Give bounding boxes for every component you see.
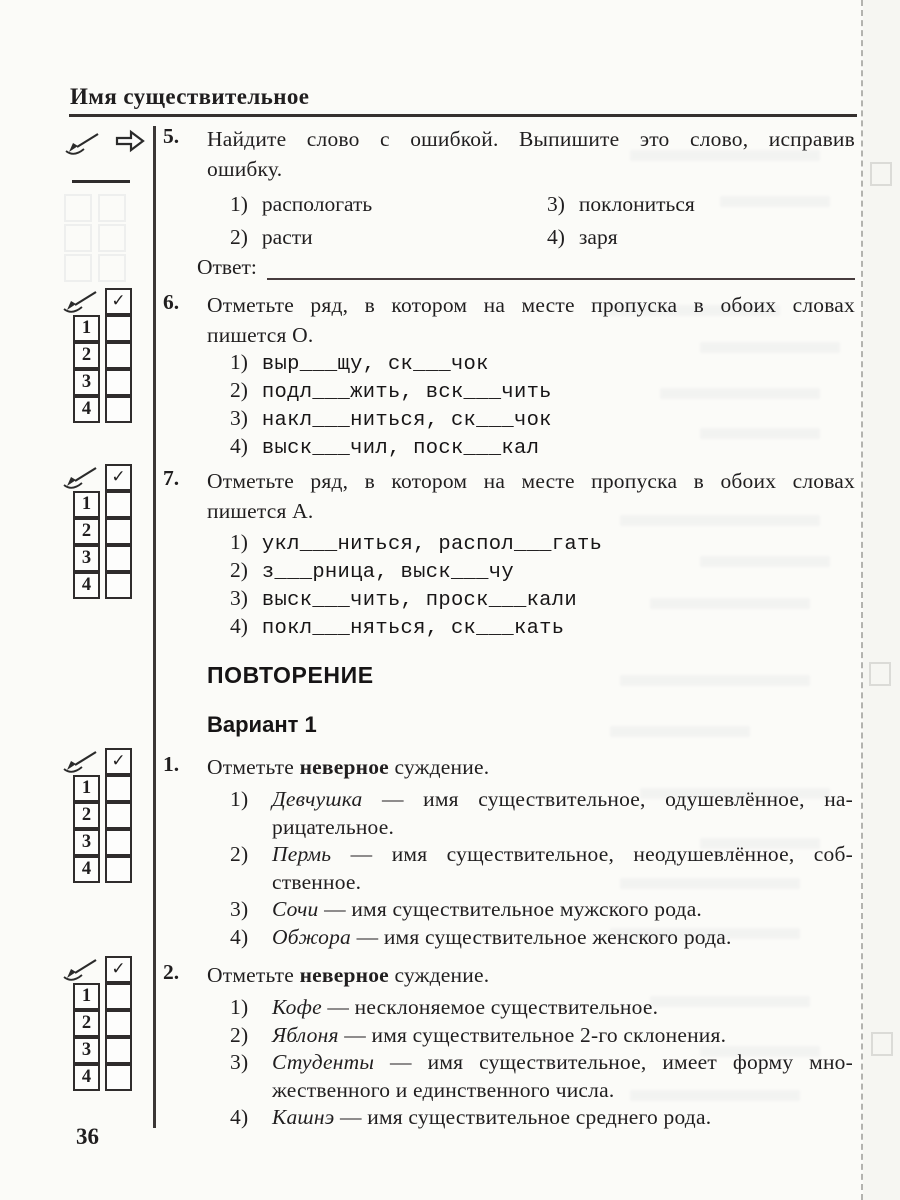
header-rule — [69, 114, 857, 117]
option-1: 1) распологать — [230, 192, 373, 216]
answer-checkbox-4[interactable] — [105, 396, 132, 423]
check-icon: ✓ — [111, 467, 126, 487]
option-4: 4) заря — [547, 225, 618, 249]
answer-blank[interactable] — [267, 252, 855, 280]
answer-checkbox-1[interactable] — [105, 315, 132, 342]
option-number-box: 4 — [73, 1064, 100, 1091]
pencil-icon — [62, 749, 100, 775]
question-7 — [163, 466, 863, 640]
option-1: 1) Кофе — несклоняемое существительное. — [230, 995, 659, 1019]
option-2: 2) Пермь — имя существительное, неодушевлённое, соб- ственное. — [230, 842, 854, 894]
bleed-through-artifact — [660, 388, 820, 399]
answer-checkbox-1[interactable] — [105, 983, 132, 1010]
check-icon: ✓ — [111, 751, 126, 771]
variant-heading: Вариант 1 — [207, 712, 317, 737]
option-4: 4) Кашнэ — имя существительное среднего рода. — [230, 1105, 712, 1129]
option-number-box: 1 — [73, 315, 100, 342]
option-1: 1) укл___ниться, распол___гать — [230, 530, 603, 556]
example-checked-box — [105, 464, 132, 491]
pencil-icon — [64, 131, 102, 157]
answer-checkbox-1[interactable] — [105, 491, 132, 518]
option-number-box: 1 — [73, 491, 100, 518]
prompt-line: Отметьте ряд, в котором на месте пропуска в обоих словах — [207, 469, 855, 493]
bleed-through-artifact — [700, 428, 820, 439]
answer-checkbox-2[interactable] — [105, 518, 132, 545]
check-icon: ✓ — [111, 291, 126, 311]
option-number-box: 1 — [73, 775, 100, 802]
bleed-through-artifact — [610, 726, 750, 737]
ghost-box — [871, 1032, 893, 1056]
ghost-box — [869, 662, 891, 686]
answer-checkbox-3[interactable] — [105, 829, 132, 856]
question-prompt — [207, 124, 855, 184]
answer-checkbox-3[interactable] — [105, 545, 132, 572]
option-4: 4) покл___няться, ск___кать — [230, 614, 565, 640]
prompt-line: пишется А. — [207, 499, 314, 523]
answer-grid-q6 — [62, 288, 142, 423]
answer-grid-r2 — [62, 956, 142, 1091]
option-2: 2) подл___жить, вск___чить — [230, 378, 552, 404]
review-question-1 — [163, 752, 863, 951]
answer-checkbox-1[interactable] — [105, 775, 132, 802]
option-1: 1) выр___щу, ск___чок — [230, 350, 489, 376]
option-number-box: 2 — [73, 518, 100, 545]
ghost-box — [64, 224, 92, 252]
bleed-through-artifact — [620, 675, 810, 686]
answer-row — [197, 252, 855, 280]
answer-checkbox-3[interactable] — [105, 1037, 132, 1064]
margin-divider — [153, 126, 156, 1128]
example-checked-box — [105, 288, 132, 315]
option-3: 3) накл___ниться, ск___чок — [230, 406, 552, 432]
option-number-box: 3 — [73, 1037, 100, 1064]
option-number-box: 2 — [73, 342, 100, 369]
question-prompt — [207, 466, 855, 526]
running-header: Имя существительное — [70, 84, 310, 109]
margin-icons-q5 — [64, 128, 146, 162]
option-number-box: 4 — [73, 856, 100, 883]
option-3: 3) Сочи — имя существительное мужского рода. — [230, 897, 703, 921]
review-question-2 — [163, 960, 863, 1132]
prompt-line: ошибку. — [207, 157, 283, 181]
option-2: 2) расти — [230, 225, 313, 249]
ghost-box — [98, 254, 126, 282]
answer-checkbox-4[interactable] — [105, 572, 132, 599]
bleed-through-artifact — [650, 598, 810, 609]
question-number: 2. — [163, 960, 180, 984]
option-number-box: 2 — [73, 802, 100, 829]
answer-checkbox-2[interactable] — [105, 342, 132, 369]
option-3: 3) Студенты — имя существительное, имеет форму мно- жественного и единственного числа. — [230, 1050, 853, 1102]
answer-grid-q7 — [62, 464, 142, 599]
option-number-box: 1 — [73, 983, 100, 1010]
option-number-box: 4 — [73, 572, 100, 599]
option-2: 2) Яблоня — имя существительное 2-го склонения. — [230, 1022, 727, 1047]
option-number-box: 4 — [73, 396, 100, 423]
answer-checkbox-3[interactable] — [105, 369, 132, 396]
question-prompt — [207, 290, 855, 350]
question-prompt: Отметьте неверное суждение. — [207, 963, 490, 987]
check-icon: ✓ — [111, 959, 126, 979]
ghost-box — [64, 194, 92, 222]
option-3: 3) поклониться — [547, 192, 695, 216]
option-4: 4) выск___чил, поск___кал — [230, 434, 540, 460]
ghost-box — [98, 224, 126, 252]
question-number: 7. — [163, 466, 180, 490]
ghost-box — [64, 254, 92, 282]
option-1: 1) Девчушка — имя существительное, одушевлённое, на- рицательное. — [230, 787, 853, 839]
ghost-box — [870, 162, 892, 186]
prompt-line: пишется О. — [207, 323, 314, 347]
option-2: 2) з___рница, выск___чу — [230, 558, 514, 584]
pencil-icon — [62, 957, 100, 983]
example-checked-box — [105, 748, 132, 775]
question-number: 6. — [163, 290, 180, 314]
ghost-box — [98, 194, 126, 222]
option-number-box: 2 — [73, 1010, 100, 1037]
question-5 — [163, 124, 863, 279]
example-checked-box — [105, 956, 132, 983]
option-number-box: 3 — [73, 545, 100, 572]
option-4: 4) Обжора — имя существительное женского рода. — [230, 924, 732, 949]
bleed-through-artifact — [720, 196, 830, 207]
pencil-icon — [62, 465, 100, 491]
bleed-through-artifact — [700, 556, 830, 567]
question-prompt: Отметьте неверное суждение. — [207, 755, 490, 779]
question-number: 5. — [163, 124, 180, 148]
pencil-icon — [62, 289, 100, 315]
question-6 — [163, 290, 863, 460]
prompt-line: Найдите слово с ошибкой. Выпишите это слово, исправив — [207, 127, 855, 151]
answer-checkbox-2[interactable] — [105, 802, 132, 829]
page-number: 36 — [76, 1124, 99, 1149]
answer-checkbox-4[interactable] — [105, 856, 132, 883]
answer-checkbox-4[interactable] — [105, 1064, 132, 1091]
answer-grid-r1 — [62, 748, 142, 883]
option-number-box: 3 — [73, 829, 100, 856]
answer-label: Ответ: — [197, 255, 257, 279]
option-number-box: 3 — [73, 369, 100, 396]
arrow-right-icon — [114, 128, 146, 154]
answer-checkbox-2[interactable] — [105, 1010, 132, 1037]
question-number: 1. — [163, 752, 180, 776]
margin-answer-line[interactable] — [72, 180, 130, 183]
option-3: 3) выск___чить, проск___кали — [230, 586, 577, 612]
prompt-line: Отметьте ряд, в котором на месте пропуска в обоих словах — [207, 293, 855, 317]
section-heading: ПОВТОРЕНИЕ — [207, 662, 374, 688]
